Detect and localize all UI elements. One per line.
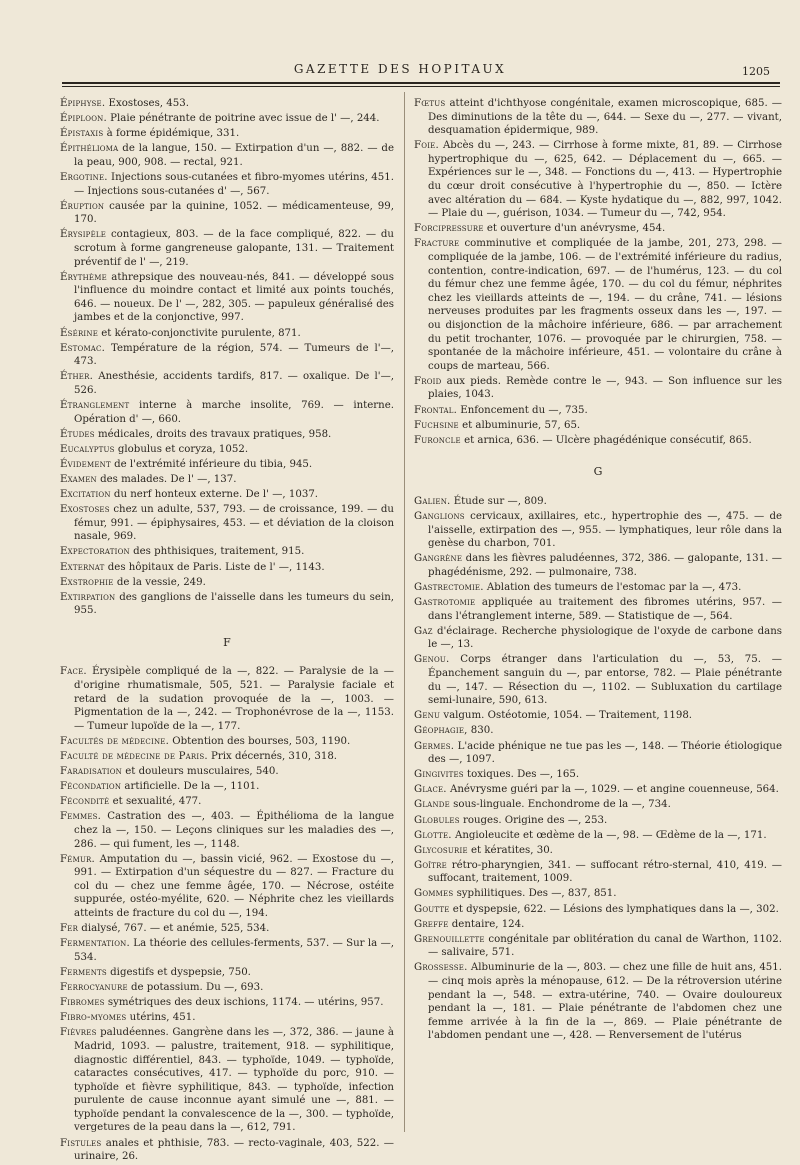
index-references: et ouverture d'un anévrysme, 454.: [483, 223, 666, 235]
index-references: d'éclairage. Recherche physiologique de l'oxyde de carbone dans le —, 13.: [428, 625, 782, 651]
index-references: et kérato-conjonctivite purulente, 871.: [98, 327, 301, 339]
index-keyword: Ganglions: [414, 511, 465, 523]
index-references: Prix décernés, 310, 318.: [207, 751, 338, 763]
index-keyword: Fécondation: [60, 781, 122, 793]
index-keyword: Érysipèle: [60, 229, 107, 241]
header-rule-thick: [62, 82, 780, 84]
index-entry: [60, 458, 394, 472]
index-keyword: Épiploon.: [60, 113, 107, 125]
index-references: interne à marche insolite, 769. — interne. Opération d' —, 660.: [74, 399, 394, 425]
index-keyword: Faradisation: [60, 766, 122, 778]
index-references: digestifs et dyspepsie, 750.: [106, 966, 251, 978]
index-keyword: Estomac.: [60, 342, 106, 354]
index-references: chez un adulte, 537, 793. — de croissance, 199. — du fémur, 991. — épiphysaires, 453. — et déviation de la cloison nasale, 969.: [74, 504, 394, 543]
index-entry: [60, 996, 394, 1010]
index-keyword: Fémur.: [60, 853, 95, 865]
index-references: symétriques des deux ischions, 1174. — utérins, 957.: [104, 997, 384, 1009]
index-keyword: Externat: [60, 561, 105, 573]
index-entry: [60, 271, 394, 325]
index-references: comminutive et compliquée de la jambe, 201, 273, 298. — compliquée de la jambe, 106. — de l'extrémité inférieure du radius, contention, contre-indication, 697. — de l'humérus, 123. — du col du fémur chez une femme âgée, 170. — du col du fémur, néphrites chez les vieillards atteints de —, 194. — du crâne, 741. — lésions nerveuses produites par les fragments osseux dans les —, 197. — ou disjonction de la mâchoire inférieure, 686. — par arrachement du petit trochanter, 1076. — provoquée par le chirurgien, 758. — spontanée de la mâchoire inférieure, 451. — volontaire du crâne à coups de marteau, 566.: [428, 238, 782, 372]
index-references: et sexualité, 477.: [109, 796, 202, 808]
index-keyword: Ferments: [60, 966, 107, 978]
index-keyword: Fibro-myomes: [60, 1012, 127, 1024]
index-entry: [60, 735, 394, 749]
index-references: et kératites, 30.: [467, 844, 553, 856]
index-entry: [414, 961, 782, 1043]
index-keyword: Épistaxis: [60, 128, 104, 140]
index-keyword: Glande: [414, 799, 450, 811]
index-keyword: Froid: [414, 375, 442, 387]
index-entry: [60, 473, 394, 487]
index-entry: [414, 724, 782, 738]
index-entry: [60, 488, 394, 502]
section-letter: F: [223, 635, 231, 649]
index-entry: [414, 434, 782, 448]
index-keyword: Femmes.: [60, 811, 102, 823]
index-entry: [60, 399, 394, 426]
index-entry: [414, 625, 782, 652]
running-header-title: GAZETTE DES HOPITAUX: [293, 62, 507, 76]
index-keyword: Grenouillette: [414, 933, 485, 945]
index-keyword: Genou.: [414, 654, 450, 666]
index-keyword: Ésérine: [60, 327, 99, 339]
index-keyword: Épiphyse.: [60, 98, 106, 109]
index-references: Albuminurie de la —, 803. — chez une fille de huit ans, 451. — cinq mois après la ménopause, 612. — De la rétroversion utérine pendant la —, 548. — extra-utérine, 740. — Ovaire douloureux pendant la —, 181. — Plaie pénétrante de l'abdomen chez une femme arrivée à la fin de la —, 869. — Plaie pénétrante de l'abdomen pendant une —, 428. — Renversement de l'utérus: [428, 962, 782, 1042]
index-keyword: Étranglement: [60, 399, 130, 411]
index-entry: [60, 97, 394, 111]
index-entry: [60, 200, 394, 227]
left-column: [60, 97, 394, 1165]
index-keyword: Fuchsine: [414, 419, 459, 431]
index-entry: [60, 561, 394, 575]
index-keyword: Fermentation.: [60, 938, 130, 950]
index-entry: [60, 327, 394, 341]
index-references: Amputation du —, bassin vicié, 962. — Exostose du —, 991. — Extirpation d'un séquestre du — 827. — Fracture du col du — chez une femme âgée, 170. — Nécrose, ostéite suppurée, ostéo-myélite, 620. — Néphrite chez les vieillards atteints de fracture du col du —, 194.: [74, 853, 394, 920]
index-references: Obtention des bourses, 503, 1190.: [169, 735, 351, 747]
index-keyword: Glycosurie: [414, 844, 468, 856]
index-keyword: Ergotine.: [60, 171, 108, 183]
index-references: La théorie des cellules-ferments, 537. — Sur la —, 534.: [74, 938, 394, 963]
index-references: des phthisiques, traitement, 915.: [129, 546, 305, 558]
index-keyword: Gastrectomie.: [414, 582, 484, 593]
index-entry: [60, 937, 394, 964]
index-keyword: Grossesse.: [414, 962, 468, 974]
index-keyword: Éruption: [60, 200, 105, 212]
section-letter: G: [593, 465, 603, 479]
column-divider: [404, 92, 405, 1132]
index-keyword: Gastrotomie: [414, 597, 476, 609]
index-entry: [414, 740, 782, 767]
index-entry: [414, 222, 782, 236]
index-references: de potassium. Du —, 693.: [127, 982, 264, 994]
index-entry: [60, 370, 394, 397]
index-references: Injections sous-cutanées et fibro-myomes utérins, 451. — Injections sous-cutanées d' —, 567.: [74, 171, 394, 197]
index-references: artificielle. De la —, 1101.: [121, 781, 260, 793]
index-entry: [414, 844, 782, 858]
index-references: de la langue, 150. — Extirpation d'un —, 882. — de la peau, 900, 908. — rectal, 921.: [74, 143, 394, 168]
index-entry: [414, 859, 782, 886]
index-keyword: Géophagie,: [414, 725, 468, 737]
index-keyword: Fistules: [60, 1137, 102, 1149]
index-references: L'acide phénique ne tue pas les —, 148. — Théorie étiologique des —, 1097.: [428, 740, 782, 766]
index-entry: [414, 903, 782, 917]
index-entry: [414, 887, 782, 901]
index-keyword: Fœtus: [414, 98, 446, 109]
index-references: Anesthésie, accidents tardifs, 817. — oxalique. De l'—, 526.: [74, 371, 394, 396]
index-keyword: Greffe: [414, 918, 449, 930]
index-keyword: Fibromes: [60, 997, 105, 1009]
index-keyword: Genu: [414, 710, 441, 722]
index-references: dialysé, 767. — et anémie, 525, 534.: [78, 923, 270, 935]
index-keyword: Germes.: [414, 740, 455, 752]
index-entry: [414, 495, 782, 509]
index-entry: [414, 768, 782, 782]
index-keyword: Fer: [60, 923, 79, 935]
index-entry: [60, 142, 394, 169]
index-references: utérins, 451.: [126, 1012, 196, 1024]
index-references: atteint d'ichthyose congénitale, examen microscopique, 685. — Des diminutions de la tête du —, 644. — Sexe du —, 277. — vivant, desquamation épidermique, 989.: [428, 98, 782, 137]
index-entry: [60, 112, 394, 126]
index-references: congénitale par oblitération du canal de Warthon, 1102. — salivaire, 571.: [428, 933, 782, 959]
index-references: et arnica, 636. — Ulcère phagédénique consécutif, 865.: [460, 434, 752, 446]
index-references: et douleurs musculaires, 540.: [122, 766, 279, 778]
index-keyword: Gingivites: [414, 769, 464, 781]
index-entry: [60, 665, 394, 733]
index-entry: [60, 342, 394, 369]
index-entry: [60, 228, 394, 269]
index-keyword: Gaz: [414, 625, 433, 637]
index-entry: [414, 97, 782, 138]
index-references: Étude sur —, 809.: [450, 495, 547, 507]
index-entry: [60, 545, 394, 559]
page-number: 1205: [742, 65, 770, 78]
index-keyword: Glotte.: [414, 829, 452, 841]
index-entry: [414, 829, 782, 843]
index-references: aux pieds. Remède contre le —, 943. — Son influence sur les plaies, 1043.: [428, 375, 782, 401]
index-keyword: Ferrocyanure: [60, 982, 128, 994]
index-references: appliquée au traitement des fibromes utérins, 957. — dans l'étranglement interne, 589. — Statistique de —, 564.: [428, 597, 782, 622]
index-keyword: Faculté de médecine de Paris.: [60, 751, 208, 763]
index-references: des malades. De l' —, 137.: [96, 473, 237, 485]
index-entry: [60, 810, 394, 851]
index-references: des ganglions de l'aisselle dans les tumeurs du sein, 955.: [74, 591, 394, 617]
index-references: Ablation des tumeurs de l'estomac par la —, 473.: [483, 582, 742, 593]
index-entry: [414, 237, 782, 373]
index-references: syphilitiques. Des —, 837, 851.: [453, 888, 617, 900]
index-entry: [60, 1011, 394, 1025]
index-keyword: Furoncle: [414, 434, 461, 446]
index-entry: [60, 922, 394, 936]
index-keyword: Gangrène: [414, 553, 463, 565]
index-entry: [60, 576, 394, 590]
index-references: valgum. Ostéotomie, 1054. — Traitement, 1198.: [440, 710, 693, 722]
index-references: Enfoncement du —, 735.: [457, 404, 588, 416]
index-references: à forme épidémique, 331.: [103, 128, 240, 140]
index-keyword: Exostoses: [60, 504, 110, 516]
index-keyword: Foie.: [414, 140, 439, 152]
index-references: de l'extrémité inférieure du tibia, 945.: [110, 458, 313, 470]
index-entry: [414, 139, 782, 221]
right-column: [414, 97, 782, 1045]
index-keyword: Globules: [414, 814, 460, 826]
index-references: et albuminurie, 57, 65.: [458, 419, 581, 431]
index-entry: [414, 419, 782, 433]
index-references: sous-linguale. Enchondrome de la —, 734.: [449, 799, 671, 811]
index-references: Exostoses, 453.: [105, 98, 189, 109]
index-entry: [60, 443, 394, 457]
index-references: Plaie pénétrante de poitrine avec issue de l' —, 244.: [106, 113, 380, 125]
index-keyword: Galien.: [414, 495, 451, 507]
index-keyword: Études: [60, 428, 95, 440]
index-keyword: Fracture: [414, 238, 460, 250]
index-keyword: Gommes: [414, 888, 454, 900]
index-references: des hôpitaux de Paris. Liste de l' —, 1143.: [104, 561, 325, 573]
index-references: de la vessie, 249.: [113, 576, 206, 588]
index-references: médicales, droits des travaux pratiques, 958.: [94, 428, 332, 440]
index-references: Angioleucite et œdème de la —, 98. — Œdème de la —, 171.: [451, 829, 767, 841]
index-entry: [60, 765, 394, 779]
index-references: Érysipèle compliqué de la —, 822. — Paralysie de la — d'origine rhumatismale, 505, 521. — Paralysie faciale et retard de la sudation provoquée de la —, 1003. — Pigmentation de la —, 242. — Trophonévrose de la —, 1153. — Tumeur lupoïde de la —, 177.: [74, 666, 394, 732]
index-entry: [414, 653, 782, 707]
index-keyword: Examen: [60, 473, 97, 485]
index-entry: [60, 428, 394, 442]
index-keyword: Eucalyptus: [60, 443, 115, 455]
index-keyword: Face.: [60, 666, 87, 678]
index-entry: [414, 783, 782, 797]
index-entry: [60, 853, 394, 921]
index-references: anales et phthisie, 783. — recto-vaginale, 403, 522. — urinaire, 26.: [74, 1137, 394, 1163]
index-references: Castration des —, 403. — Épithélioma de la langue chez la —, 150. — Leçons cliniques sur les maladies des —, 286. — qui fument, les —, 1148.: [74, 811, 394, 850]
index-references: Anévrysme guéri par la —, 1029. — et angine couenneuse, 564.: [446, 784, 779, 796]
index-entry: [60, 591, 394, 618]
index-entry: [414, 581, 782, 595]
index-keyword: Goître: [414, 859, 447, 871]
index-references: Abcès du —, 243. — Cirrhose à forme mixte, 81, 89. — Cirrhose hypertrophique du —, 625, 642. — Déplacement du —, 665. — Expériences sur le —, 348. — Fonctions du —, 413. — Hypertrophie du cœur droit consécutive à l'hypertrophie du —, 850. — Ictère avec altération du — 684. — Kyste hydatique du —, 882, 997, 1042. — Plaie du —, guérison, 1034. — Tumeur du —, 742, 954.: [428, 140, 782, 220]
index-keyword: Facultés de médecine.: [60, 735, 170, 747]
index-entry: [414, 918, 782, 932]
index-references: et dyspepsie, 622. — Lésions des lymphatiques dans la —, 302.: [449, 903, 779, 915]
index-keyword: Frontal.: [414, 404, 458, 416]
index-entry: [414, 552, 782, 579]
index-entry: [414, 596, 782, 623]
index-keyword: Excitation: [60, 489, 111, 501]
index-entry: [60, 780, 394, 794]
index-entry: [414, 709, 782, 723]
index-entry: [414, 798, 782, 812]
index-references: rétro-pharyngien, 341. — suffocant rétro-sternal, 410, 419. — suffocant, traitement, 1009.: [428, 859, 782, 885]
index-references: toxiques. Des —, 165.: [463, 769, 580, 781]
index-entry: [60, 966, 394, 980]
index-keyword: Éther.: [60, 371, 94, 383]
index-references: athrepsique des nouveau-nés, 841. — développé sous l'influence du moindre contact et limité aux points touchés, 646. — noueux. De l' —, 282, 305. — papuleux généralisé des jambes et de la conjonctive, 997.: [74, 271, 394, 324]
index-references: du nerf honteux externe. De l' —, 1037.: [110, 489, 319, 501]
index-references: 830.: [467, 725, 494, 737]
index-keyword: Glace.: [414, 784, 447, 796]
index-references: Corps étranger dans l'articulation du —, 53, 75. — Épanchement sanguin du —, par entorse, 782. — Plaie pénétrante du —, 147. — Résection du —, 1102. — Subluxation du cartilage semi-lunaire, 590, 613.: [428, 654, 782, 707]
index-keyword: Exstrophie: [60, 576, 114, 588]
index-entry: [60, 1137, 394, 1164]
index-entry: [414, 404, 782, 418]
index-entry: [414, 375, 782, 402]
index-keyword: Fièvres: [60, 1027, 97, 1039]
index-keyword: Épithélioma: [60, 143, 119, 155]
index-keyword: Érythème: [60, 271, 107, 283]
index-references: globulus et coryza, 1052.: [114, 443, 249, 455]
index-entry: [414, 933, 782, 960]
index-entry: [60, 795, 394, 809]
index-references: dentaire, 124.: [448, 918, 525, 930]
index-references: Température de la région, 574. — Tumeurs de l'—, 473.: [74, 342, 394, 368]
index-keyword: Expectoration: [60, 546, 130, 558]
index-references: cervicaux, axillaires, etc., hypertrophie des —, 475. — de l'aisselle, extirpation des —, 955. — lymphatiques, leur rôle dans la genèse du charbon, 701.: [428, 511, 782, 550]
index-keyword: Fécondité: [60, 796, 110, 808]
index-keyword: Goutte: [414, 903, 450, 915]
index-entry: [60, 127, 394, 141]
index-references: dans les fièvres paludéennes, 372, 386. — galopante, 131. — phagédénisme, 292. — pulmonaire, 738.: [428, 553, 782, 578]
index-keyword: Forcipressure: [414, 223, 484, 235]
index-entry: [60, 1026, 394, 1135]
index-references: contagieux, 803. — de la face compliqué, 822. — du scrotum à forme gangreneuse galopante, 131. — Traitement préventif de l' —, 219.: [74, 229, 394, 268]
index-references: rouges. Origine des —, 253.: [459, 814, 608, 826]
index-keyword: Extirpation: [60, 591, 116, 603]
index-entry: [60, 503, 394, 544]
index-entry: [414, 814, 782, 828]
index-references: paludéennes. Gangrène dans les —, 372, 386. — jaune à Madrid, 1093. — palustre, traitement, 918. — syphilitique, diagnostic différentiel, 843. — typhoïde, 1049. — typhoïde, cataractes consécutives, 417. — typhoïde du porc, 910. — typhoïde et fièvre syphilitique, 843. — typhoïde, infection purulente de cause inconnue ayant simulé une —, 881. — typhoïde pendant la convalescence de la —, 300. — typhoïde, vergetures de la peau dans la —, 612, 791.: [74, 1027, 394, 1134]
index-keyword: Évidement: [60, 458, 111, 470]
index-entry: [60, 750, 394, 764]
index-references: causée par la quinine, 1052. — médicamenteuse, 99, 170.: [74, 200, 394, 226]
index-entry: [60, 171, 394, 198]
header-rule-thin: [62, 86, 780, 87]
index-entry: [60, 981, 394, 995]
index-entry: [414, 510, 782, 551]
